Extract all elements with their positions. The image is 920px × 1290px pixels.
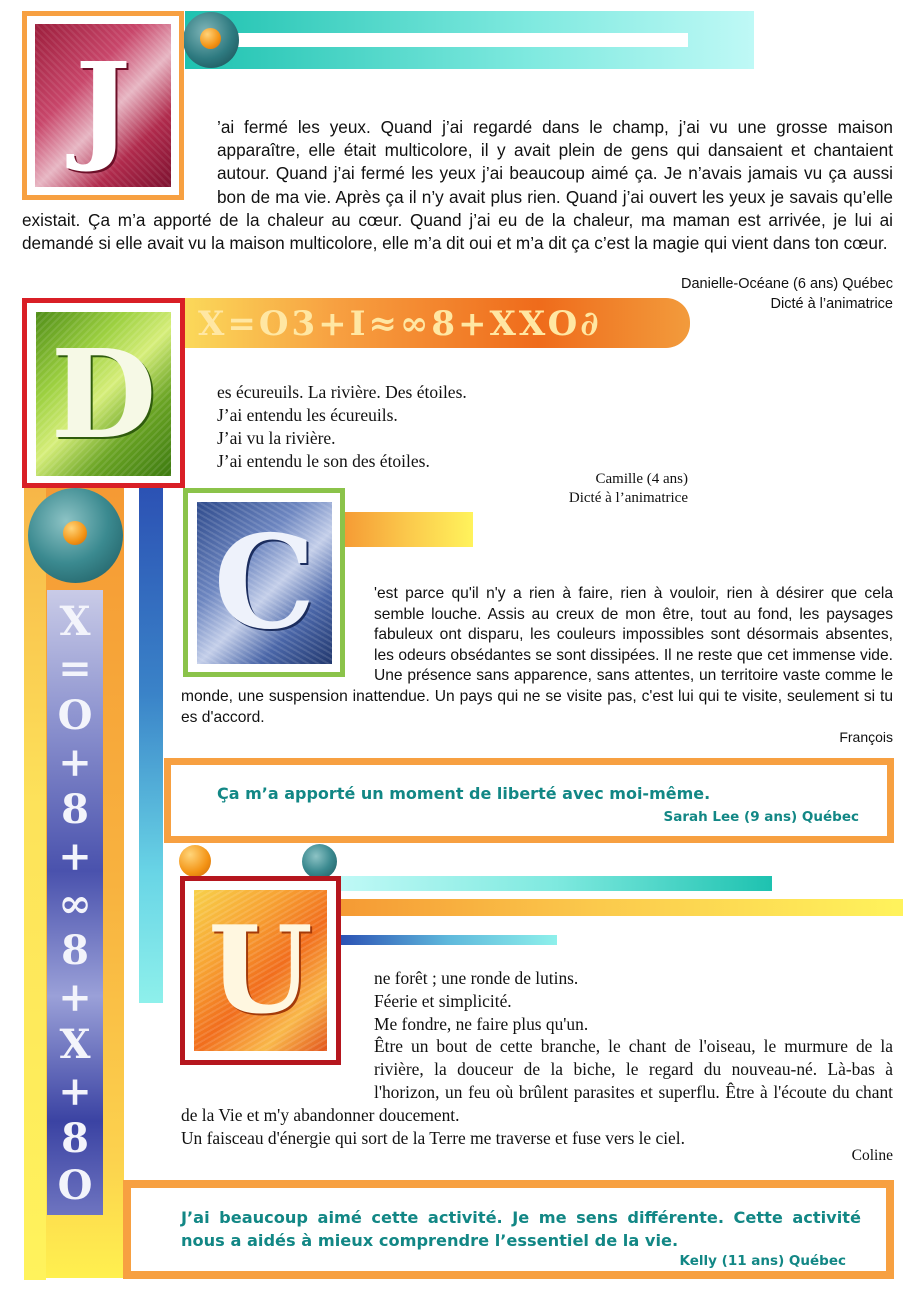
quote-1-text: Ça m’a apporté un moment de liberté avec moi-même. [217,784,711,803]
note-j: Dicté à l’animatrice [770,295,893,312]
body-text-d [217,381,717,473]
quote-box-2 [123,1180,894,1279]
paragraph-j: ’ai fermé les yeux. Quand j’ai regardé dans le champ, j’ai vu une grosse maison apparaître, elle était multicolore, il y avait plein de gens qui dansaient et chantaient autour. Quand j’ai fermé les yeux j’ai beaucoup aimé ça. Je n’avais jamais vu ça aussi bon de ma vie. Après ça il n’y avait plus rien. Quand j’ai ouvert les yeux je savais qu’elle existait. Ça m’a apporté de la chaleur au cœur. Quand j’ai eu de la chaleur, ma maman est arrivée, je lui ai demandé si elle avait vu la maison multicolore, elle m’a dit oui et m’a dit ça c’est la magie qui vient dans ton cœur. [22,117,893,254]
decor-bar-orange-yellow [343,512,473,547]
decor-ball-orange-inner [200,28,221,49]
text-float-spacer-j [22,116,217,208]
author-j: Danielle-Océane (6 ans) Québec [681,276,893,292]
decor-column-blue-cyan [139,488,163,1003]
line-u-2: Féerie et simplicité. [374,990,512,1011]
body-text-u [181,967,893,1149]
signature-d [400,470,688,508]
decor-bar-white-stripe [230,33,688,47]
drop-cap-letter-u: U [208,899,313,1041]
body-text-j [22,116,893,255]
line-d-2: J’ai entendu les écureuils. [217,405,398,425]
banner-glyph-text: X=O3+I≈∞8+XXO∂ [198,304,602,344]
paragraph-u-1: Être un bout de cette branche, le chant de l'oiseau, le murmure de la rivière, la douceur de la biche, le regard du nouveau-né. Là-bas à l'horizon, un feu où brûlent parasites et superflu. Être à l'écoute du chant de la Vie et m'y abandonner doucement. [181,1036,893,1125]
decor-ball-teal-u [302,844,337,879]
drop-cap-art-d [36,312,171,476]
decor-column-yellow [24,488,46,1280]
decor-banner-glyphs [184,298,690,348]
quote-box-1 [164,758,894,843]
quote-2-author: Kelly (11 ans) Québec [679,1253,846,1269]
decor-bar-blue-u [341,935,557,945]
paragraph-c: 'est parce qu'il n'y a rien à faire, rien à vouloir, rien à désirer que cela semble louche. Assis au creux de mon être, tout au fond, les paysages fabuleux ont disparu, les couleurs impossibles sont désormais absentes, les odeurs obsédantes se sont dissipées. Il ne reste que cet immense vide. Une présence sans apparence, sans attentes, un territoire vaste comme le monde, une suspension inattendue. Un pays qui ne se visite pas, c'est lui qui te visite, seulement si tu es d'accord. [181,585,893,726]
decor-ball-orange-small [63,521,87,545]
body-text-c [181,584,893,728]
totem-glyph-text: X=O+8+∞8+X+8O [57,598,93,1209]
line-d-4: J’ai entendu le son des étoiles. [217,451,430,471]
line-u-1: ne forêt ; une ronde de lutins. [374,968,579,988]
author-d: Camille (4 ans) [595,471,688,487]
author-u: Coline [851,1147,893,1164]
author-c: François [839,729,893,745]
decor-bar-orange-u [341,899,903,916]
text-float-spacer-u [181,967,374,1081]
note-d: Dicté à l’animatrice [568,490,688,506]
quote-1-author: Sarah Lee (9 ans) Québec [663,809,859,825]
paragraph-u-2: Un faisceau d'énergie qui sort de la Terre me traverse et fuse vers le ciel. [181,1127,685,1148]
drop-cap-letter-c: C [213,508,316,658]
quote-2-text: J’ai beaucoup aimé cette activité. Je me sens différente. Cette activité nous a aidés à mieux comprendre l’essentiel de la vie. [181,1208,861,1250]
drop-cap-letter-j: J [75,35,131,175]
line-d-1: es écureuils. La rivière. Des étoiles. [217,382,467,402]
drop-cap-frame-d [22,298,185,488]
drop-cap-letter-d: D [50,322,157,466]
text-float-spacer-c [181,584,374,686]
decor-bar-cyan-u [341,876,772,891]
decor-totem [47,590,103,1215]
line-u-3: Me fondre, ne faire plus qu'un. [374,1013,589,1034]
line-d-3: J’ai vu la rivière. [217,428,336,448]
decor-ball-orange-u [179,845,211,877]
